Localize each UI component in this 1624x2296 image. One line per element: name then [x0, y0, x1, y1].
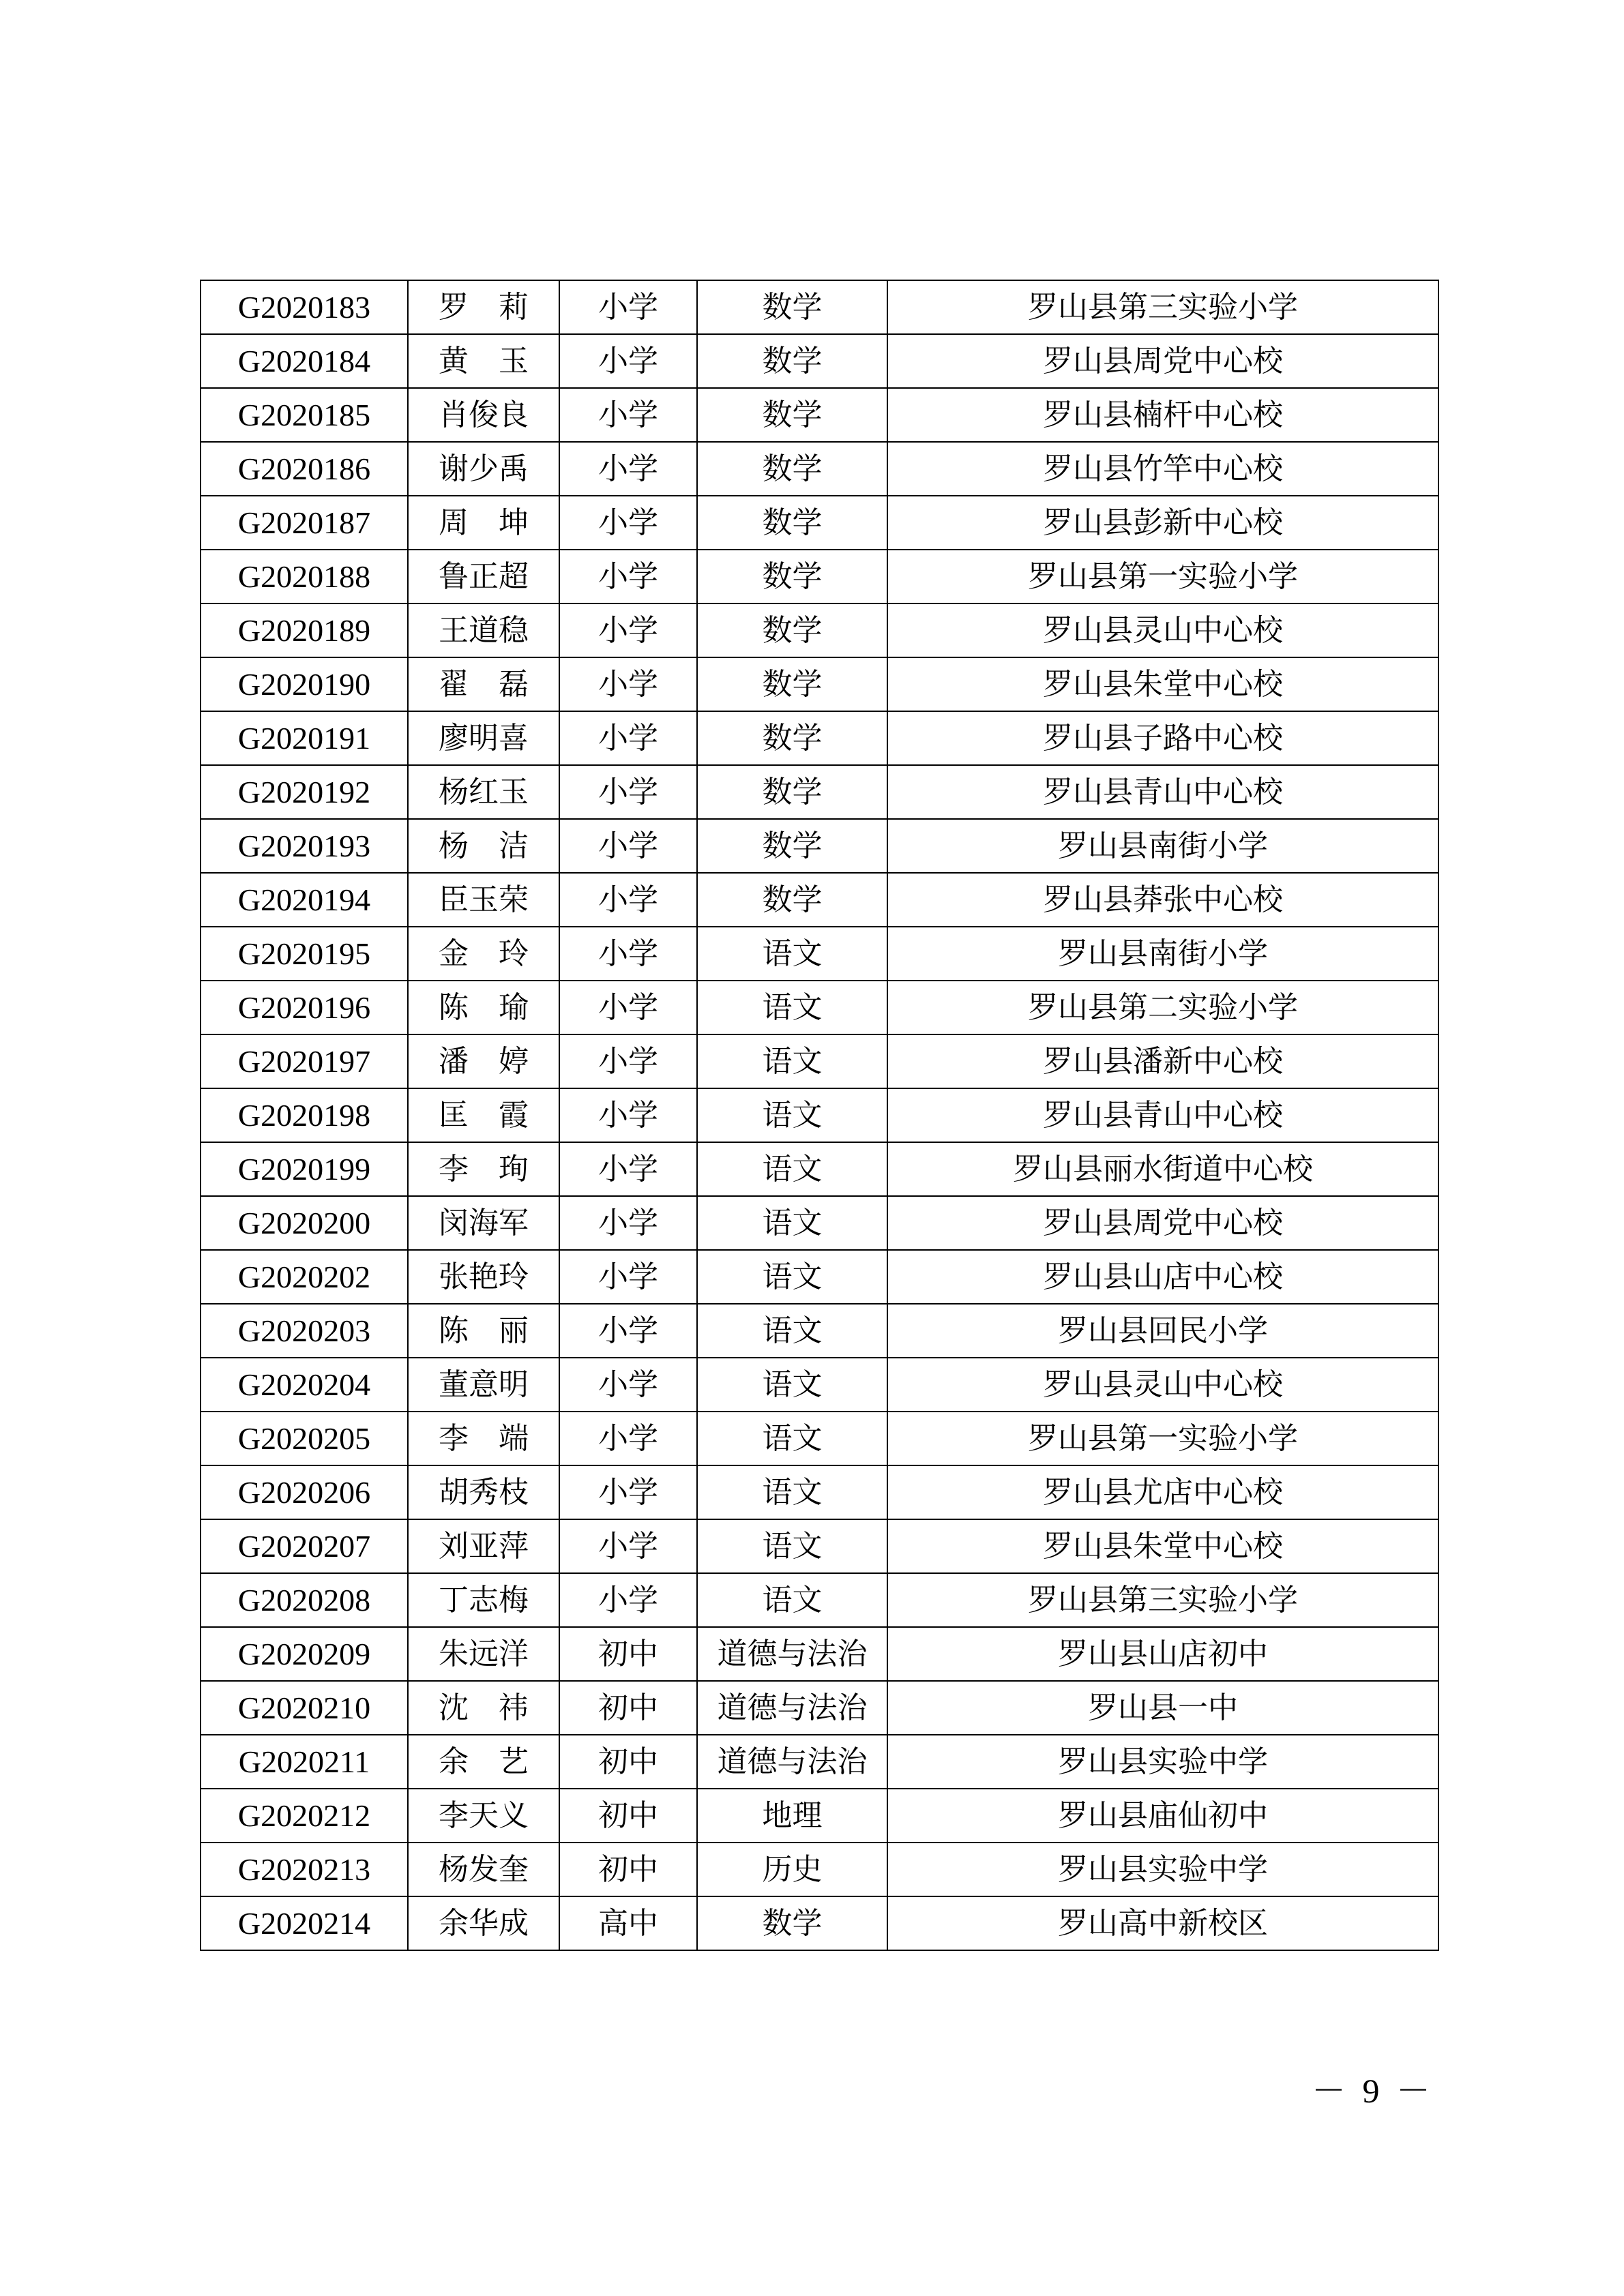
cell-id: G2020211	[201, 1735, 408, 1789]
cell-id: G2020210	[201, 1681, 408, 1735]
cell-level: 小学	[559, 496, 697, 550]
table-row	[201, 603, 1438, 657]
cell-level: 小学	[559, 280, 697, 334]
cell-level: 小学	[559, 388, 697, 442]
cell-level: 小学	[559, 550, 697, 603]
cell-school: 罗山县第二实验小学	[887, 981, 1438, 1034]
cell-subject: 数学	[697, 765, 887, 819]
table-row	[201, 981, 1438, 1034]
cell-subject: 数学	[697, 280, 887, 334]
roster-table	[200, 280, 1439, 1951]
cell-id: G2020202	[201, 1250, 408, 1304]
table-row	[201, 388, 1438, 442]
cell-school: 罗山县潘新中心校	[887, 1034, 1438, 1088]
cell-level: 小学	[559, 873, 697, 927]
cell-school: 罗山县竹竿中心校	[887, 442, 1438, 496]
cell-level: 小学	[559, 1034, 697, 1088]
cell-id: G2020212	[201, 1789, 408, 1843]
cell-name: 张艳玲	[408, 1250, 559, 1304]
cell-level: 小学	[559, 1250, 697, 1304]
table-row	[201, 819, 1438, 873]
cell-id: G2020191	[201, 711, 408, 765]
cell-name: 谢少禹	[408, 442, 559, 496]
roster-table-body	[201, 280, 1438, 1950]
cell-name: 匡 霞	[408, 1088, 559, 1142]
cell-school: 罗山县回民小学	[887, 1304, 1438, 1358]
cell-level: 初中	[559, 1681, 697, 1735]
cell-name: 董意明	[408, 1358, 559, 1412]
cell-subject: 语文	[697, 1573, 887, 1627]
table-row	[201, 1519, 1438, 1573]
cell-name: 鲁正超	[408, 550, 559, 603]
cell-school: 罗山县庙仙初中	[887, 1789, 1438, 1843]
cell-name: 潘 婷	[408, 1034, 559, 1088]
cell-subject: 语文	[697, 1304, 887, 1358]
cell-school: 罗山县青山中心校	[887, 765, 1438, 819]
cell-id: G2020198	[201, 1088, 408, 1142]
cell-school: 罗山县第三实验小学	[887, 280, 1438, 334]
cell-name: 周 坤	[408, 496, 559, 550]
cell-id: G2020197	[201, 1034, 408, 1088]
cell-school: 罗山县实验中学	[887, 1843, 1438, 1896]
cell-name: 陈 瑜	[408, 981, 559, 1034]
cell-level: 小学	[559, 711, 697, 765]
table-row	[201, 1412, 1438, 1465]
cell-subject: 语文	[697, 1358, 887, 1412]
cell-subject: 语文	[697, 1519, 887, 1573]
cell-id: G2020195	[201, 927, 408, 981]
cell-school: 罗山县南街小学	[887, 819, 1438, 873]
table-row	[201, 1034, 1438, 1088]
table-row	[201, 1250, 1438, 1304]
cell-subject: 数学	[697, 819, 887, 873]
table-row	[201, 1789, 1438, 1843]
cell-name: 刘亚萍	[408, 1519, 559, 1573]
cell-subject: 语文	[697, 1034, 887, 1088]
table-row	[201, 1304, 1438, 1358]
cell-level: 初中	[559, 1735, 697, 1789]
table-row	[201, 442, 1438, 496]
cell-id: G2020213	[201, 1843, 408, 1896]
cell-subject: 历史	[697, 1843, 887, 1896]
cell-school: 罗山县楠杆中心校	[887, 388, 1438, 442]
cell-subject: 数学	[697, 603, 887, 657]
cell-name: 余华成	[408, 1896, 559, 1950]
cell-level: 小学	[559, 927, 697, 981]
table-row	[201, 550, 1438, 603]
cell-name: 李天义	[408, 1789, 559, 1843]
cell-subject: 数学	[697, 550, 887, 603]
cell-level: 小学	[559, 1088, 697, 1142]
cell-subject: 数学	[697, 1896, 887, 1950]
page-number: － 9 －	[1312, 2072, 1434, 2110]
cell-level: 小学	[559, 765, 697, 819]
cell-subject: 道德与法治	[697, 1681, 887, 1735]
cell-subject: 语文	[697, 1465, 887, 1519]
cell-subject: 数学	[697, 711, 887, 765]
cell-id: G2020188	[201, 550, 408, 603]
cell-school: 罗山县灵山中心校	[887, 603, 1438, 657]
cell-subject: 道德与法治	[697, 1627, 887, 1681]
cell-level: 初中	[559, 1789, 697, 1843]
cell-school: 罗山县第三实验小学	[887, 1573, 1438, 1627]
cell-id: G2020185	[201, 388, 408, 442]
cell-id: G2020187	[201, 496, 408, 550]
cell-school: 罗山县丽水街道中心校	[887, 1142, 1438, 1196]
cell-school: 罗山县周党中心校	[887, 1196, 1438, 1250]
table-row	[201, 1358, 1438, 1412]
cell-level: 小学	[559, 819, 697, 873]
cell-id: G2020196	[201, 981, 408, 1034]
cell-level: 小学	[559, 1358, 697, 1412]
cell-subject: 语文	[697, 1196, 887, 1250]
cell-name: 李 珣	[408, 1142, 559, 1196]
table-row	[201, 496, 1438, 550]
table-row	[201, 1843, 1438, 1896]
cell-name: 王道稳	[408, 603, 559, 657]
cell-school: 罗山县一中	[887, 1681, 1438, 1735]
cell-id: G2020194	[201, 873, 408, 927]
cell-level: 小学	[559, 1519, 697, 1573]
table-row	[201, 280, 1438, 334]
cell-school: 罗山县莽张中心校	[887, 873, 1438, 927]
table-row	[201, 657, 1438, 711]
table-row	[201, 765, 1438, 819]
cell-subject: 地理	[697, 1789, 887, 1843]
cell-subject: 数学	[697, 873, 887, 927]
cell-subject: 数学	[697, 334, 887, 388]
table-row	[201, 334, 1438, 388]
cell-name: 胡秀枝	[408, 1465, 559, 1519]
cell-name: 肖俊良	[408, 388, 559, 442]
cell-id: G2020192	[201, 765, 408, 819]
cell-school: 罗山县朱堂中心校	[887, 1519, 1438, 1573]
cell-id: G2020208	[201, 1573, 408, 1627]
cell-id: G2020209	[201, 1627, 408, 1681]
cell-subject: 语文	[697, 1250, 887, 1304]
cell-id: G2020186	[201, 442, 408, 496]
cell-name: 沈 祎	[408, 1681, 559, 1735]
cell-level: 小学	[559, 981, 697, 1034]
cell-subject: 数学	[697, 442, 887, 496]
cell-id: G2020206	[201, 1465, 408, 1519]
cell-id: G2020183	[201, 280, 408, 334]
cell-id: G2020205	[201, 1412, 408, 1465]
cell-name: 余 艺	[408, 1735, 559, 1789]
cell-school: 罗山县尤店中心校	[887, 1465, 1438, 1519]
cell-name: 丁志梅	[408, 1573, 559, 1627]
cell-subject: 数学	[697, 496, 887, 550]
cell-level: 小学	[559, 442, 697, 496]
cell-subject: 语文	[697, 1142, 887, 1196]
cell-name: 陈 丽	[408, 1304, 559, 1358]
cell-level: 小学	[559, 657, 697, 711]
cell-subject: 语文	[697, 981, 887, 1034]
table-row	[201, 927, 1438, 981]
cell-school: 罗山县子路中心校	[887, 711, 1438, 765]
cell-subject: 语文	[697, 1412, 887, 1465]
cell-name: 杨 洁	[408, 819, 559, 873]
table-row	[201, 1896, 1438, 1950]
table-row	[201, 1465, 1438, 1519]
cell-school: 罗山县山店初中	[887, 1627, 1438, 1681]
cell-level: 小学	[559, 1196, 697, 1250]
cell-id: G2020200	[201, 1196, 408, 1250]
cell-id: G2020207	[201, 1519, 408, 1573]
cell-name: 廖明喜	[408, 711, 559, 765]
cell-school: 罗山县彭新中心校	[887, 496, 1438, 550]
cell-id: G2020199	[201, 1142, 408, 1196]
cell-level: 小学	[559, 1573, 697, 1627]
cell-name: 臣玉荣	[408, 873, 559, 927]
cell-school: 罗山县山店中心校	[887, 1250, 1438, 1304]
cell-level: 小学	[559, 1304, 697, 1358]
table-row	[201, 1627, 1438, 1681]
cell-subject: 语文	[697, 1088, 887, 1142]
cell-name: 李 端	[408, 1412, 559, 1465]
cell-name: 杨发奎	[408, 1843, 559, 1896]
cell-subject: 语文	[697, 927, 887, 981]
cell-name: 朱远洋	[408, 1627, 559, 1681]
table-row	[201, 873, 1438, 927]
cell-school: 罗山县南街小学	[887, 927, 1438, 981]
cell-id: G2020204	[201, 1358, 408, 1412]
table-row	[201, 1681, 1438, 1735]
table-row	[201, 1573, 1438, 1627]
cell-school: 罗山县第一实验小学	[887, 1412, 1438, 1465]
cell-school: 罗山县第一实验小学	[887, 550, 1438, 603]
cell-name: 金 玲	[408, 927, 559, 981]
cell-level: 小学	[559, 334, 697, 388]
cell-level: 高中	[559, 1896, 697, 1950]
cell-name: 杨红玉	[408, 765, 559, 819]
cell-level: 小学	[559, 1412, 697, 1465]
cell-name: 翟 磊	[408, 657, 559, 711]
cell-level: 小学	[559, 603, 697, 657]
table-row	[201, 1196, 1438, 1250]
cell-subject: 数学	[697, 388, 887, 442]
cell-id: G2020189	[201, 603, 408, 657]
cell-name: 黄 玉	[408, 334, 559, 388]
cell-level: 小学	[559, 1142, 697, 1196]
cell-id: G2020214	[201, 1896, 408, 1950]
cell-subject: 道德与法治	[697, 1735, 887, 1789]
cell-id: G2020184	[201, 334, 408, 388]
table-row	[201, 1142, 1438, 1196]
cell-school: 罗山高中新校区	[887, 1896, 1438, 1950]
cell-school: 罗山县周党中心校	[887, 334, 1438, 388]
cell-school: 罗山县青山中心校	[887, 1088, 1438, 1142]
cell-school: 罗山县实验中学	[887, 1735, 1438, 1789]
cell-level: 初中	[559, 1627, 697, 1681]
cell-name: 闵海军	[408, 1196, 559, 1250]
cell-id: G2020203	[201, 1304, 408, 1358]
table-row	[201, 711, 1438, 765]
cell-subject: 数学	[697, 657, 887, 711]
cell-id: G2020190	[201, 657, 408, 711]
table-row	[201, 1088, 1438, 1142]
cell-level: 初中	[559, 1843, 697, 1896]
cell-id: G2020193	[201, 819, 408, 873]
cell-school: 罗山县灵山中心校	[887, 1358, 1438, 1412]
cell-school: 罗山县朱堂中心校	[887, 657, 1438, 711]
cell-level: 小学	[559, 1465, 697, 1519]
table-row	[201, 1735, 1438, 1789]
cell-name: 罗 莉	[408, 280, 559, 334]
